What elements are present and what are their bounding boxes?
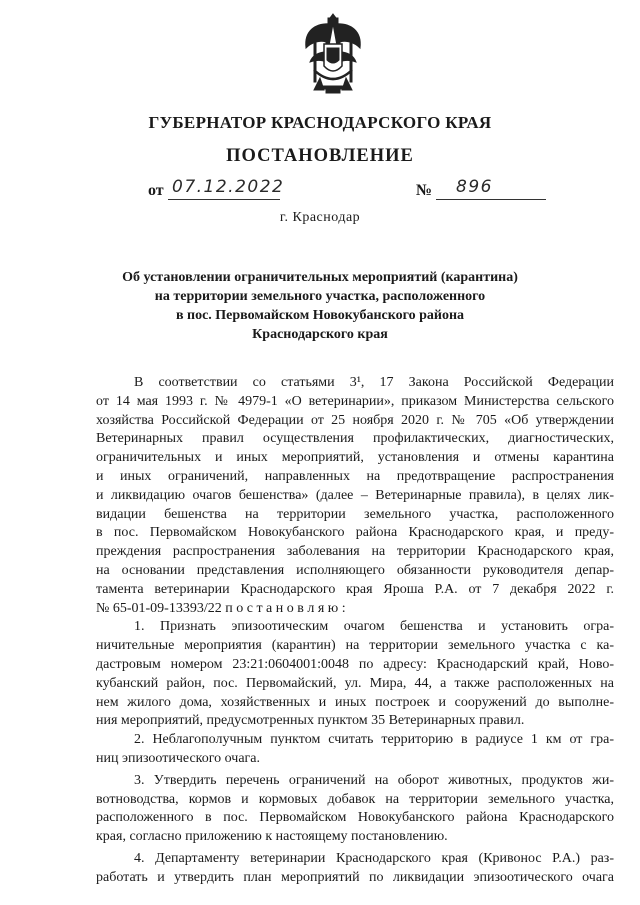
body-line: и иных ограничений, направленных на предотвращение распространения	[96, 468, 614, 484]
body-line: нем жилого дома, хозяйственных и иных построек и сооружений до выполне-	[96, 694, 614, 710]
body-line: на основании представления исполняющего обязанности руководителя депар-	[96, 562, 614, 578]
number-prefix: №	[416, 182, 433, 199]
body-line: Ветеринарных правил осуществления профилактических, диагностических,	[96, 431, 614, 447]
body-line: края, согласно приложению к настоящему постановлению.	[96, 829, 448, 845]
body-line: 2. Неблагополучным пунктом считать территорию в радиусе 1 км от гра-	[134, 732, 614, 748]
subject-line: Об установлении ограничительных мероприятий (карантина)	[122, 270, 518, 285]
decree-body	[96, 374, 614, 888]
body-line: ничительные мероприятия (карантин) на территории земельного участка с ка-	[96, 638, 614, 654]
date-prefix: от	[148, 182, 164, 199]
decree-number: 896	[456, 177, 493, 197]
body-line: кубанский район, пос. Первомайский, ул. Мира, 44, а также расположенных на	[96, 675, 614, 691]
body-line: видации бешенства на территории земельного участка, расположенного	[96, 506, 614, 522]
body-line: и ликвидацию очагов бешенства» (далее – Ветеринарные правила), в целях лик-	[96, 487, 614, 503]
body-line: ниц эпизоотического очага.	[96, 750, 260, 766]
subject-line: на территории земельного участка, расположенного	[154, 289, 486, 304]
coat-of-arms-emblem	[300, 12, 366, 96]
decree-subject	[0, 268, 640, 344]
body-line: от 14 мая 1993 г. № 4979-1 «О ветеринарии», приказом Министерства сельского	[96, 393, 614, 409]
body-line: тамента ветеринарии Краснодарского края Яроша Р.А. от 7 декабря 2022 г.	[96, 581, 614, 597]
body-line: дастровым номером 23:21:0604001:0048 по адресу: Краснодарский край, Ново-	[96, 656, 614, 672]
body-line: преждения распространения заболевания на территории Краснодарского края,	[96, 544, 614, 560]
body-line: работать и утвердить план мероприятий по ликвидации эпизоотического очага	[96, 869, 614, 885]
body-line: № 65-01-09-13393/22 п о с т а н о в л я ю :	[96, 600, 346, 616]
decree-title: ПОСТАНОВЛЕНИЕ	[226, 146, 414, 166]
city: г. Краснодар	[279, 210, 361, 225]
body-line: 3. Утвердить перечень ограничений на оборот животных, продуктов жи-	[134, 772, 614, 788]
body-line: ограничительных и иных мероприятий, установления и отмены карантина	[96, 450, 614, 466]
body-line: В соответствии со статьями 3¹, 17 Закона Российской Федерации	[134, 375, 614, 390]
body-line: хозяйства Российской Федерации от 25 ноября 2020 г. № 705 «Об утверждении	[96, 412, 614, 428]
governor-title: ГУБЕРНАТОР КРАСНОДАРСКОГО КРАЯ	[148, 113, 492, 132]
body-line: 4. Департаменту ветеринарии Краснодарского края (Кривонос Р.А.) раз-	[134, 850, 614, 866]
subject-line: Краснодарского края	[252, 327, 388, 342]
body-line: в пос. Первомайском Новокубанского района Краснодарского края, и преду-	[96, 525, 614, 541]
body-line: ния мероприятий, предусмотренных пунктом 35 Ветеринарных правил.	[96, 713, 525, 729]
date-number-row	[0, 177, 640, 206]
body-line: вотноводства, кормов и кормовых добавок на территории земельного участка,	[96, 791, 614, 807]
decree-date: 07.12.2022	[172, 177, 285, 197]
body-line: 1. Признать эпизоотическим очагом бешенства и установить огра-	[134, 619, 614, 635]
body-line: расположенного в пос. Первомайском Новокубанского района Краснодарского	[96, 810, 614, 826]
subject-line: в пос. Первомайском Новокубанского района	[175, 308, 465, 323]
